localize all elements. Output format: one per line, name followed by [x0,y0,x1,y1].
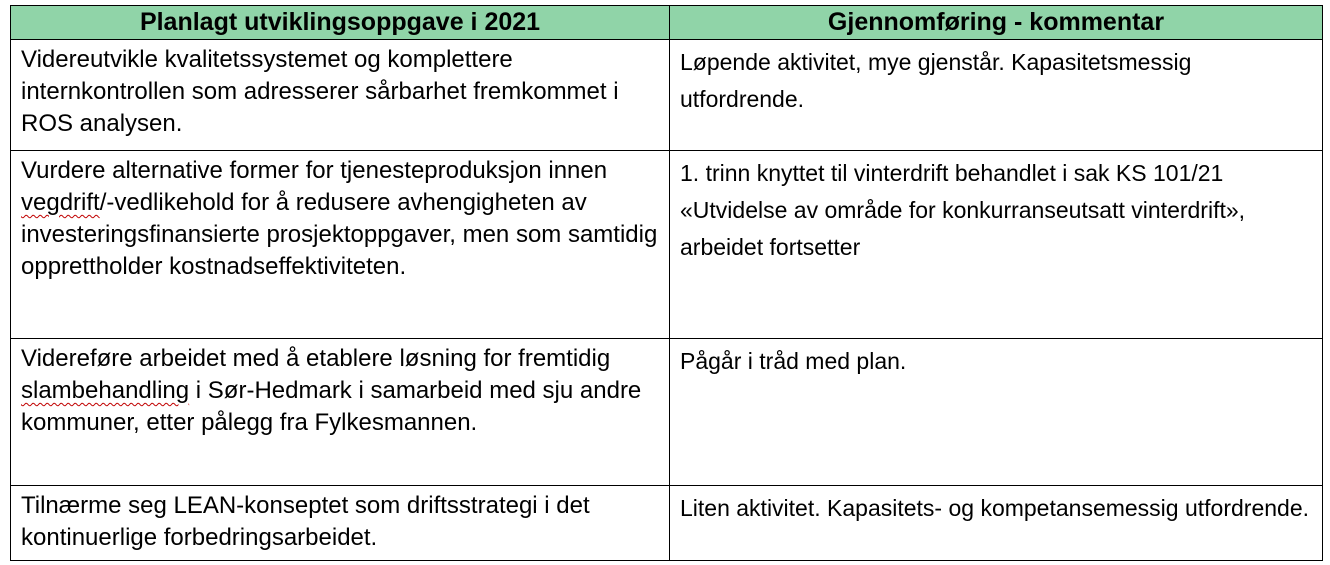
task-text-part: /-vedlikehold for å redusere avhengigheten av investeringsfinansierte prosjektoppgaver, men som samtidig opprettholder kostnadseffektiviteten. [21,189,658,280]
development-tasks-table [10,5,1323,561]
comment-cell: Løpende aktivitet, mye gjenstår. Kapasitetsmessig utfordrende. [670,40,1323,151]
task-cell: Tilnærme seg LEAN-konseptet som driftsstrategi i det kontinuerlige forbedringsarbeidet. [11,486,670,561]
comment-cell: Pågår i tråd med plan. [670,339,1323,486]
comment-cell: 1. trinn knyttet til vinterdrift behandlet i sak KS 101/21 «Utvidelse av område for konkurranseutsatt vinterdrift», arbeidet fortsetter [670,151,1323,339]
table-row [11,339,1323,486]
header-planned-task: Planlagt utviklingsoppgave i 2021 [11,6,670,40]
table-row [11,151,1323,339]
development-tasks-table-container [10,5,1322,561]
task-text-part: Videreføre arbeidet med å etablere løsning for fremtidig [21,345,611,372]
table-row [11,486,1323,561]
task-cell: Videreutvikle kvalitetssystemet og komplettere internkontrollen som adresserer sårbarhet fremkommet i ROS analysen. [11,40,670,151]
header-row [11,6,1323,40]
task-text-part: i Sør-Hedmark i samarbeid med sju andre kommuner, etter pålegg fra Fylkesmannen. [21,377,642,436]
task-cell [11,339,670,486]
comment-cell: Liten aktivitet. Kapasitets- og kompetansemessig utfordrende. [670,486,1323,561]
task-text-part: Vurdere alternative former for tjenesteproduksjon innen [21,157,608,184]
spellcheck-flagged-word: slambehandling [21,377,190,404]
task-cell [11,151,670,339]
spellcheck-flagged-word: vegdrift [21,189,100,216]
header-implementation-comment: Gjennomføring - kommentar [670,6,1323,40]
table-row [11,40,1323,151]
